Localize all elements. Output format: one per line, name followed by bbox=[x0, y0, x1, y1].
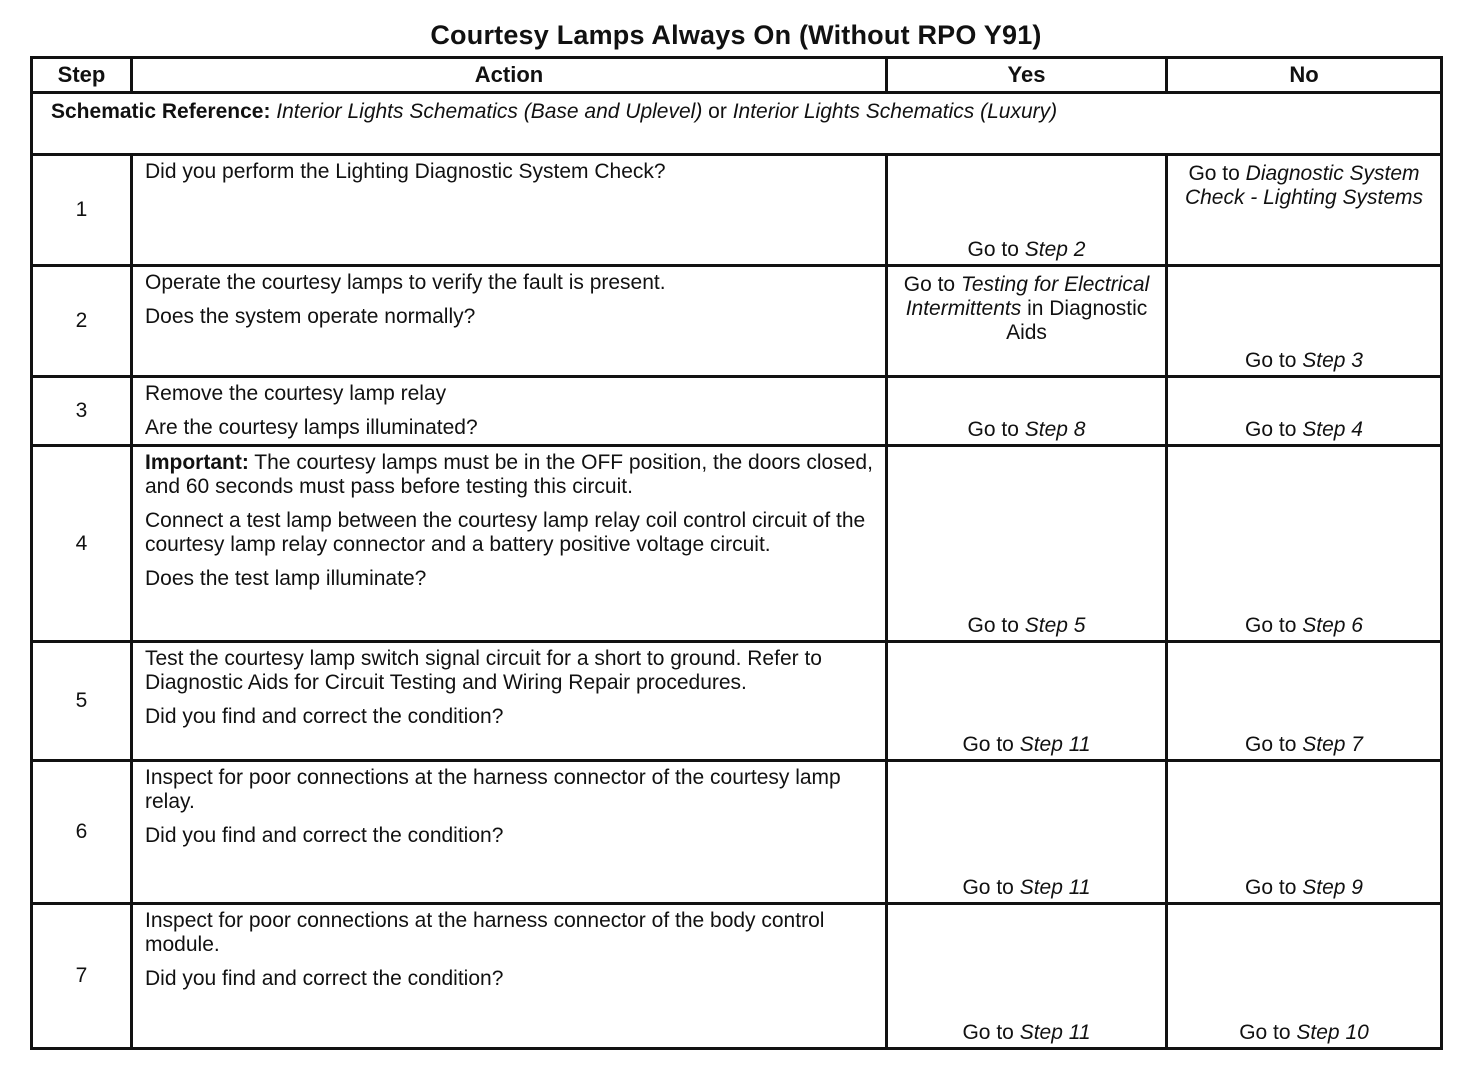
yes-cell bbox=[887, 155, 1167, 266]
table-row bbox=[32, 904, 1442, 1049]
action-question: Did you find and correct the condition? bbox=[145, 967, 504, 990]
diagnostic-table bbox=[30, 56, 1443, 1050]
schematic-reference bbox=[32, 93, 1442, 155]
step-number: 5 bbox=[32, 642, 132, 761]
step-link[interactable]: Step 10 bbox=[1296, 1021, 1369, 1044]
go-to-text: Go to bbox=[967, 418, 1019, 441]
action-text: Remove the courtesy lamp relay bbox=[145, 382, 447, 405]
action-question: Does the test lamp illuminate? bbox=[145, 567, 427, 590]
step-action bbox=[132, 155, 887, 266]
yes-cell bbox=[887, 266, 1167, 377]
action-text: Connect a test lamp between the courtesy lamp relay coil control circuit of the courtesy lamp relay connector and a battery positive voltage circuit. bbox=[145, 509, 866, 556]
action-text: Did you perform the Lighting Diagnostic System Check? bbox=[145, 160, 666, 183]
table-row bbox=[32, 761, 1442, 904]
step-action bbox=[132, 446, 887, 642]
action-question: Did you find and correct the condition? bbox=[145, 705, 504, 728]
step-link[interactable]: Step 11 bbox=[1019, 1021, 1091, 1044]
diagnostic-check-link[interactable]: Diagnostic System Check - Lighting Systems bbox=[1184, 162, 1424, 209]
no-cell bbox=[1167, 446, 1442, 642]
important-text: The courtesy lamps must be in the OFF position, the doors closed, and 60 seconds must pass before testing this circuit. bbox=[145, 451, 873, 498]
action-text: Inspect for poor connections at the harness connector of the body control module. bbox=[145, 909, 825, 956]
header-action: Action bbox=[132, 58, 887, 93]
step-number: 4 bbox=[32, 446, 132, 642]
go-to-text: Go to bbox=[962, 733, 1014, 756]
step-link[interactable]: Step 11 bbox=[1019, 876, 1091, 899]
no-cell bbox=[1167, 266, 1442, 377]
go-to-text: Go to bbox=[1239, 1021, 1291, 1044]
header-no: No bbox=[1167, 58, 1442, 93]
schematic-row bbox=[32, 93, 1442, 155]
go-to-text: Go to bbox=[962, 1021, 1014, 1044]
step-action bbox=[132, 904, 887, 1049]
schematic-link-base-uplevel[interactable]: Interior Lights Schematics (Base and Uplevel) bbox=[276, 100, 703, 123]
yes-cell bbox=[887, 904, 1167, 1049]
action-text: Inspect for poor connections at the harness connector of the courtesy lamp relay. bbox=[145, 766, 841, 813]
yes-cell bbox=[887, 761, 1167, 904]
intermittents-link[interactable]: Testing for Electrical Intermittents bbox=[905, 273, 1150, 320]
table-row bbox=[32, 446, 1442, 642]
go-to-text: Go to bbox=[967, 238, 1019, 261]
diagnostic-aids-text: in Diagnostic Aids bbox=[1006, 297, 1148, 344]
table-row bbox=[32, 155, 1442, 266]
go-to-text: Go to bbox=[1188, 162, 1240, 185]
step-action bbox=[132, 761, 887, 904]
step-link[interactable]: Step 9 bbox=[1302, 876, 1363, 899]
step-number: 7 bbox=[32, 904, 132, 1049]
step-link[interactable]: Step 4 bbox=[1302, 418, 1363, 441]
action-text: Operate the courtesy lamps to verify the fault is present. bbox=[145, 271, 666, 294]
step-link[interactable]: Step 11 bbox=[1019, 733, 1091, 756]
schematic-label: Schematic Reference: bbox=[51, 100, 271, 123]
no-cell bbox=[1167, 904, 1442, 1049]
step-link[interactable]: Step 7 bbox=[1302, 733, 1363, 756]
step-number: 1 bbox=[32, 155, 132, 266]
yes-cell bbox=[887, 377, 1167, 446]
header-row bbox=[32, 58, 1442, 93]
step-link[interactable]: Step 5 bbox=[1024, 614, 1086, 637]
header-step: Step bbox=[32, 58, 132, 93]
step-number: 2 bbox=[32, 266, 132, 377]
yes-cell bbox=[887, 446, 1167, 642]
step-number: 6 bbox=[32, 761, 132, 904]
go-to-text: Go to bbox=[1245, 733, 1297, 756]
action-question: Does the system operate normally? bbox=[145, 305, 476, 328]
table-row bbox=[32, 266, 1442, 377]
no-cell bbox=[1167, 642, 1442, 761]
schematic-link-luxury[interactable]: Interior Lights Schematics (Luxury) bbox=[732, 100, 1058, 123]
action-text: Test the courtesy lamp switch signal circuit for a short to ground. Refer to Diagnostic Aids for Circuit Testing and Wiring Repair procedures. bbox=[145, 647, 822, 694]
go-to-text: Go to bbox=[903, 273, 956, 296]
step-action bbox=[132, 642, 887, 761]
page-title: Courtesy Lamps Always On (Without RPO Y91) bbox=[430, 20, 1042, 50]
schematic-or: or bbox=[708, 100, 727, 123]
go-to-text: Go to bbox=[962, 876, 1014, 899]
go-to-text: Go to bbox=[1245, 614, 1297, 637]
step-link[interactable]: Step 2 bbox=[1024, 238, 1086, 261]
action-question: Are the courtesy lamps illuminated? bbox=[145, 416, 478, 439]
no-cell bbox=[1167, 155, 1442, 266]
important-note bbox=[145, 451, 875, 499]
go-to-text: Go to bbox=[1245, 349, 1297, 372]
yes-cell bbox=[887, 642, 1167, 761]
step-link[interactable]: Step 3 bbox=[1302, 349, 1363, 372]
step-action bbox=[132, 377, 887, 446]
table-row bbox=[32, 377, 1442, 446]
header-yes: Yes bbox=[887, 58, 1167, 93]
go-to-text: Go to bbox=[1245, 418, 1297, 441]
step-link[interactable]: Step 6 bbox=[1302, 614, 1363, 637]
important-label: Important: bbox=[145, 451, 249, 474]
go-to-text: Go to bbox=[967, 614, 1019, 637]
step-number: 3 bbox=[32, 377, 132, 446]
action-question: Did you find and correct the condition? bbox=[145, 824, 504, 847]
go-to-text: Go to bbox=[1245, 876, 1297, 899]
step-action bbox=[132, 266, 887, 377]
step-link[interactable]: Step 8 bbox=[1024, 418, 1086, 441]
table-row bbox=[32, 642, 1442, 761]
no-cell bbox=[1167, 761, 1442, 904]
no-cell bbox=[1167, 377, 1442, 446]
